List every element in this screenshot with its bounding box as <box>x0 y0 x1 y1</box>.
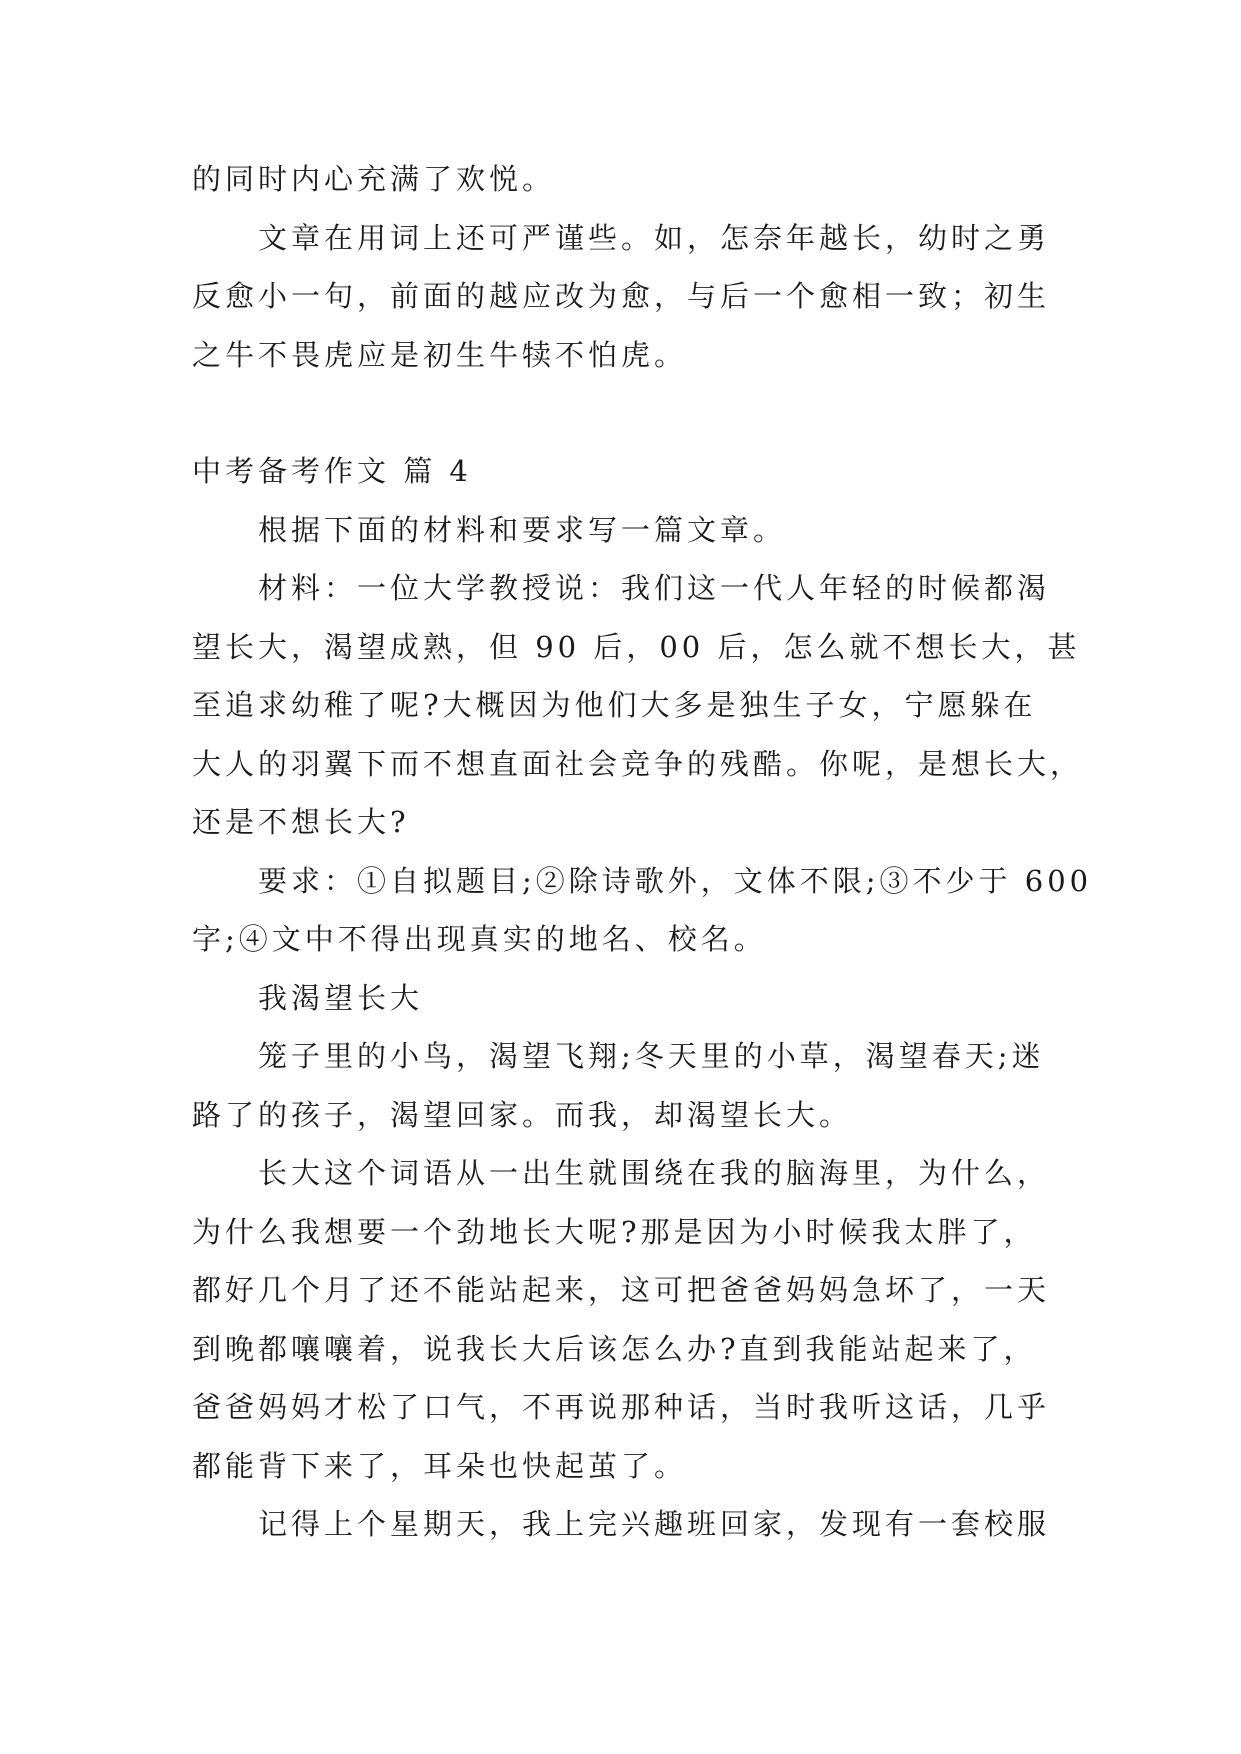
text-line: 笼子里的小鸟，渴望飞翔;冬天里的小草，渴望春天;迷 <box>258 1039 1045 1073</box>
text-line: 大人的羽翼下而不想直面社会竞争的残酷。你呢，是想长大， <box>192 746 1084 781</box>
section-title: 中考备考作文 篇 4 <box>192 454 472 488</box>
text-line: 为什么我想要一个劲地长大呢?那是因为小时候我太胖了， <box>192 1214 1037 1249</box>
text-line: 还是不想长大? <box>192 805 410 839</box>
text-line: 的同时内心充满了欢悦。 <box>192 162 556 196</box>
text-line: 字;④文中不得出现真实的地名、校名。 <box>192 922 767 956</box>
text-line: 望长大，渴望成熟，但 90 后，00 后，怎么就不想长大，甚 <box>192 629 1081 664</box>
text-line: 文章在用词上还可严谨些。如，怎奈年越长，幼时之勇 <box>258 220 1051 255</box>
top-paragraphs <box>192 150 1062 384</box>
body-paragraphs <box>192 501 1093 1554</box>
text-line: 到晚都嚷嚷着，说我长大后该怎么办?直到我能站起来了， <box>192 1331 1037 1366</box>
text-line: 根据下面的材料和要求写一篇文章。 <box>258 512 787 547</box>
text-line: 爸爸妈妈才松了口气，不再说那种话，当时我听这话，几乎 <box>192 1390 1051 1424</box>
text-line: 反愈小一句，前面的越应改为愈，与后一个愈相一致；初生 <box>192 279 1051 313</box>
text-line: 记得上个星期天，我上完兴趣班回家，发现有一套校服 <box>258 1507 1051 1541</box>
text-line: 至追求幼稚了呢?大概因为他们大多是独生子女，宁愿躲在 <box>192 688 1037 722</box>
text-line: 材料：一位大学教授说：我们这一代人年轻的时候都渴 <box>258 571 1051 605</box>
text-line: 都能背下来了，耳朵也快起茧了。 <box>192 1448 688 1483</box>
text-line: 之牛不畏虎应是初生牛犊不怕虎。 <box>192 337 688 372</box>
text-line: 要求：①自拟题目;②除诗歌外，文体不限;③不少于 600 <box>258 863 1093 898</box>
spacer <box>192 384 1062 442</box>
text-line: 都好几个月了还不能站起来，这可把爸爸妈妈急坏了，一天 <box>192 1273 1051 1307</box>
text-line: 长大这个词语从一出生就围绕在我的脑海里，为什么， <box>258 1156 1051 1190</box>
document-content <box>192 150 1093 1554</box>
text-line: 路了的孩子，渴望回家。而我，却渴望长大。 <box>192 1097 853 1132</box>
essay-title: 我渴望长大 <box>258 980 424 1015</box>
